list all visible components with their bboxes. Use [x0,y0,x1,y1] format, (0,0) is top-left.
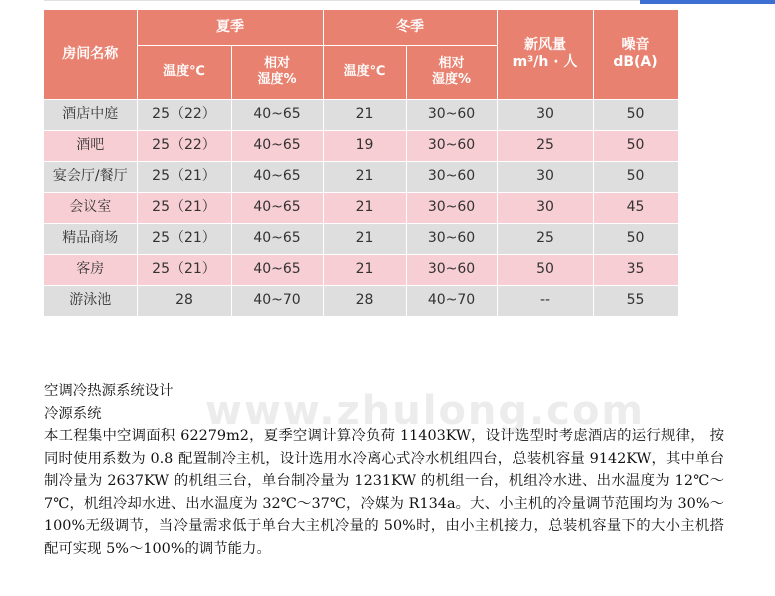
table-row [44,130,678,161]
cell-noise: 35 [593,254,678,285]
cell-winter-humidity: 30~60 [406,192,497,223]
table-row [44,99,678,130]
cell-noise: 55 [593,285,678,316]
selection-highlight-bar [640,0,775,4]
cell-fresh-air: 30 [497,161,593,192]
cell-room: 酒店中庭 [44,99,137,130]
subsection-heading: 冷源系统 [44,405,102,422]
design-parameters-table [44,10,679,317]
cell-room: 游泳池 [44,285,137,316]
header-summer: 夏季 [137,10,323,45]
cell-winter-temp: 21 [323,161,406,192]
header-summer-humidity-line1: 相对 [263,56,290,72]
cell-summer-temp: 25（21） [137,192,231,223]
header-noise-unit: dB(A) [613,54,658,71]
cell-summer-humidity: 40~65 [231,99,323,130]
table-row [44,285,678,316]
cell-winter-temp: 21 [323,192,406,223]
header-fresh-air-unit: m³/h · 人 [512,54,578,71]
cell-summer-humidity: 40~70 [231,285,323,316]
cell-room: 酒吧 [44,130,137,161]
header-summer-humidity [231,45,323,99]
article-body [44,380,724,560]
cell-fresh-air: 50 [497,254,593,285]
header-fresh-air [497,10,593,99]
cell-noise: 50 [593,130,678,161]
cell-room: 精品商场 [44,223,137,254]
cell-summer-temp: 25（22） [137,99,231,130]
cell-winter-temp: 19 [323,130,406,161]
header-winter-humidity [406,45,497,99]
table-row [44,223,678,254]
cell-summer-humidity: 40~65 [231,254,323,285]
cell-summer-temp: 25（21） [137,223,231,254]
cell-summer-temp: 28 [137,285,231,316]
section-heading: 空调冷热源系统设计 [44,383,174,399]
cell-winter-temp: 21 [323,223,406,254]
cell-summer-humidity: 40~65 [231,161,323,192]
cell-fresh-air: 30 [497,192,593,223]
cell-room: 宴会厅/餐厅 [44,161,137,192]
header-winter-temp: 温度℃ [323,45,406,99]
top-divider [44,0,674,1]
cell-winter-temp: 28 [323,285,406,316]
cell-fresh-air: 25 [497,223,593,254]
header-noise-label: 噪音 [621,37,650,54]
cell-room: 客房 [44,254,137,285]
cell-winter-humidity: 30~60 [406,99,497,130]
cell-summer-temp: 25（22） [137,130,231,161]
cell-summer-humidity: 40~65 [231,130,323,161]
header-fresh-air-label: 新风量 [524,37,566,54]
header-winter-humidity-line1: 相对 [438,56,465,72]
cell-summer-temp: 25（21） [137,161,231,192]
watermark: www.zhulong.com [205,388,646,434]
cell-winter-temp: 21 [323,99,406,130]
cell-noise: 50 [593,223,678,254]
cell-summer-temp: 25（21） [137,254,231,285]
header-summer-temp: 温度℃ [137,45,231,99]
body-paragraph: 本工程集中空调面积 62279m2，夏季空调计算冷负荷 11403KW，设计选型时考虑酒店的运行规律， 按同时使用系数为 0.8 配置制冷主机，设计选用水冷离心式冷水机组四台，总装机容量 9142KW，其中单台制冷量为 2637KW 的机组三台，单台制冷量为 1231KW 的机组一台，机组冷水进、出水温度为 12℃～7℃，机组冷却水进、出水温度为 32℃～37℃，冷媒为 R134a。大、小主机的冷量调节范围均为 30%～100%无级调节，当冷量需求低于单台大主机冷量的 50%时，由小主机接力，总装机容量下的大小主机搭配可实现 5%～100%的调节能力。 [44,428,724,557]
cell-winter-humidity: 30~60 [406,223,497,254]
cell-summer-humidity: 40~65 [231,192,323,223]
cell-noise: 50 [593,161,678,192]
header-winter: 冬季 [323,10,497,45]
header-noise [593,10,678,99]
cell-winter-humidity: 30~60 [406,130,497,161]
table-row [44,254,678,285]
cell-winter-humidity: 30~60 [406,161,497,192]
table-row [44,161,678,192]
cell-noise: 45 [593,192,678,223]
header-winter-humidity-line2: 湿度% [431,72,472,87]
cell-fresh-air: 30 [497,99,593,130]
cell-winter-temp: 21 [323,254,406,285]
cell-noise: 50 [593,99,678,130]
header-summer-humidity-line2: 湿度% [257,72,297,87]
cell-room: 会议室 [44,192,137,223]
cell-winter-humidity: 30~60 [406,254,497,285]
cell-fresh-air: 25 [497,130,593,161]
header-room-name: 房间名称 [44,10,137,99]
cell-winter-humidity: 40~70 [406,285,497,316]
table-row [44,192,678,223]
cell-fresh-air: -- [497,285,593,316]
cell-summer-humidity: 40~65 [231,223,323,254]
